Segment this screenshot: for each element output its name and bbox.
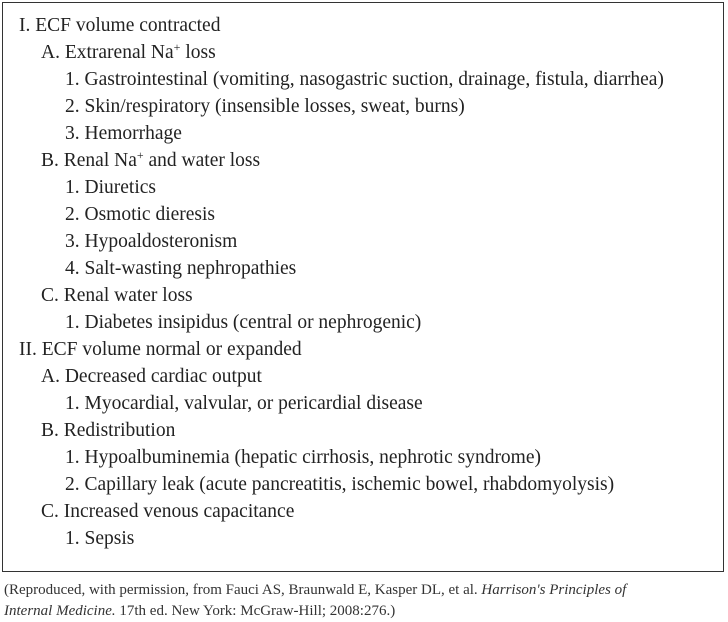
outline-item-level-3	[65, 120, 182, 147]
outline-item-level-3	[65, 525, 134, 552]
outline-item-text: B. Redistribution	[41, 420, 176, 441]
outline-item-level-3	[65, 309, 421, 336]
outline-item-text: A. Extrarenal Na	[41, 42, 174, 63]
outline-item-text: 4. Salt-wasting nephropathies	[65, 258, 297, 279]
outline-item-text: 1. Gastrointestinal (vomiting, nasogastric suction, drainage, fistula, diarrhea)	[65, 69, 664, 90]
outline-item-text: 2. Osmotic dieresis	[65, 204, 216, 225]
outline-item-text: 3. Hemorrhage	[65, 123, 182, 144]
outline-item-level-3	[65, 228, 237, 255]
outline-item-level-3	[65, 174, 156, 201]
outline-item-text: A. Decreased cardiac output	[41, 366, 262, 387]
outline-item-level-3	[65, 444, 541, 471]
outline-item-text: I. ECF volume contracted	[19, 15, 221, 36]
outline-item-text: C. Increased venous capacitance	[41, 501, 295, 522]
outline-item-level-2	[41, 147, 260, 174]
outline-item-text: II. ECF volume normal or expanded	[19, 339, 302, 360]
outline-item-text-suffix: loss	[180, 42, 216, 63]
outline-item-text: 1. Hypoalbuminemia (hepatic cirrhosis, nephrotic syndrome)	[65, 447, 541, 468]
caption-title-part1: Harrison's Principles of	[481, 582, 627, 598]
outline-item-level-3	[65, 66, 664, 93]
superscript-plus: +	[136, 148, 144, 162]
outline-item-level-3	[65, 255, 296, 282]
outline-item-text: 1. Diuretics	[65, 177, 156, 198]
outline-item-text: 3. Hypoaldosteronism	[65, 231, 238, 252]
outline-item-level-1	[19, 336, 302, 363]
outline-item-level-2	[41, 498, 294, 525]
source-caption	[4, 580, 626, 622]
outline-item-level-3	[65, 201, 215, 228]
outline-item-level-2	[41, 417, 175, 444]
outline-item-text: 1. Diabetes insipidus (central or nephrogenic)	[65, 312, 422, 333]
superscript-plus: +	[173, 40, 181, 54]
outline-item-text: 2. Skin/respiratory (insensible losses, sweat, burns)	[65, 96, 465, 117]
outline-item-level-2	[41, 282, 193, 309]
outline-box	[2, 2, 724, 572]
outline-item-text: 1. Myocardial, valvular, or pericardial disease	[65, 393, 423, 414]
outline-item-text-suffix: and water loss	[143, 150, 261, 171]
outline-item-text: B. Renal Na	[41, 150, 137, 171]
outline-item-level-3	[65, 471, 614, 498]
caption-title-part2: Internal Medicine.	[4, 603, 116, 619]
caption-prefix: (Reproduced, with permission, from Fauci AS, Braunwald E, Kasper DL, et al.	[4, 582, 482, 598]
outline-item-level-2	[41, 39, 216, 66]
outline-item-level-3	[65, 390, 423, 417]
outline-item-text: 1. Sepsis	[65, 528, 135, 549]
outline-item-level-3	[65, 93, 465, 120]
outline-item-text: 2. Capillary leak (acute pancreatitis, ischemic bowel, rhabdomyolysis)	[65, 474, 615, 495]
caption-suffix: 17th ed. New York: McGraw-Hill; 2008:276.)	[115, 603, 396, 619]
outline-item-text: C. Renal water loss	[41, 285, 193, 306]
outline-item-level-1	[19, 12, 220, 39]
outline-item-level-2	[41, 363, 262, 390]
